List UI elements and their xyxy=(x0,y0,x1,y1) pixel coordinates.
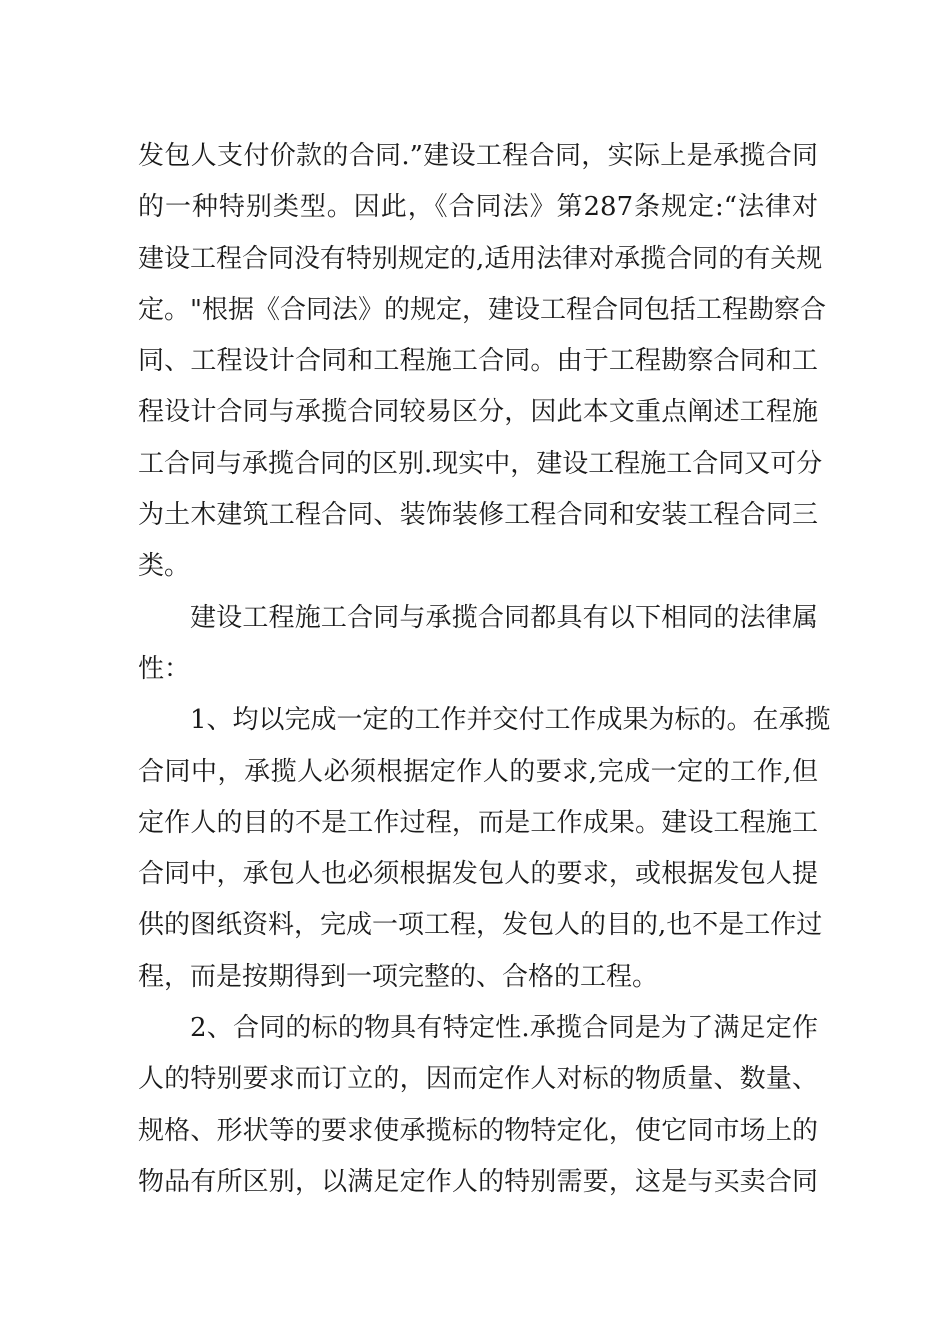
text-line: 为土木建筑工程合同、装饰装修工程合同和安装工程合同三 xyxy=(138,500,818,531)
text-line: 规格、形状等的要求使承揽标的物特定化，使它同市场上的 xyxy=(138,1115,818,1146)
text-line: 合同中，承包人也必须根据发包人的要求，或根据发包人提 xyxy=(138,859,818,890)
text-line: 同、工程设计合同和工程施工合同。由于工程勘察合同和工 xyxy=(138,346,818,377)
body-text xyxy=(138,131,831,1208)
text-line: 定作人的目的不是工作过程，而是工作成果。建设工程施工 xyxy=(138,807,818,838)
text-line: 人的特别要求而订立的，因而定作人对标的物质量、数量、 xyxy=(138,1064,818,1095)
text-line: 合同中，承揽人必须根据定作人的要求,完成一定的工作,但 xyxy=(138,756,818,787)
text-line: 程，而是按期得到一项完整的、合格的工程。 xyxy=(138,961,659,992)
text-line: 建设工程合同没有特别规定的,适用法律对承揽合同的有关规 xyxy=(138,243,823,274)
text-line: 定。"根据《合同法》的规定，建设工程合同包括工程勘察合 xyxy=(138,294,826,325)
text-line: 类。 xyxy=(138,551,191,582)
text-line: 的一种特别类型。因此，《合同法》第287条规定:“法律对 xyxy=(138,192,818,223)
text-line: 程设计合同与承揽合同较易区分，因此本文重点阐述工程施 xyxy=(138,397,818,428)
text-line: 性： xyxy=(138,653,191,684)
text-line: 建设工程施工合同与承揽合同都具有以下相同的法律属 xyxy=(190,602,818,633)
text-line: 工合同与承揽合同的区别.现实中，建设工程施工合同又可分 xyxy=(138,448,823,479)
text-line: 2、合同的标的物具有特定性.承揽合同是为了满足定作 xyxy=(190,1013,818,1044)
text-line: 供的图纸资料，完成一项工程，发包人的目的,也不是工作过 xyxy=(138,910,823,941)
text-line: 1、均以完成一定的工作并交付工作成果为标的。在承揽 xyxy=(190,705,831,736)
text-line: 物品有所区别，以满足定作人的特别需要，这是与买卖合同 xyxy=(138,1166,818,1197)
text-line: 发包人支付价款的合同.”建设工程合同，实际上是承揽合同 xyxy=(138,141,818,171)
